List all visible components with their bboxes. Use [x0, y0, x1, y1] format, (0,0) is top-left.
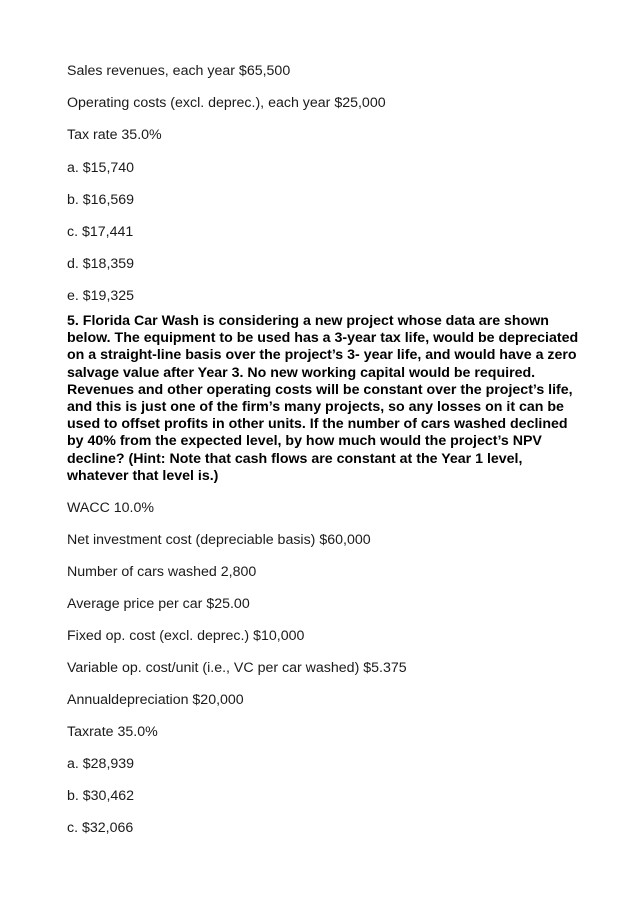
answer-option-c-2: c. $32,066: [67, 820, 134, 836]
operating-costs-line: Operating costs (excl. deprec.), each year $25,000: [67, 95, 386, 111]
sales-revenues-line: Sales revenues, each year $65,500: [67, 63, 291, 79]
annual-depreciation-line: Annualdepreciation $20,000: [67, 692, 244, 708]
net-investment-line: Net investment cost (depreciable basis) $60,000: [67, 532, 371, 548]
average-price-line: Average price per car $25.00: [67, 596, 250, 612]
cars-washed-line: Number of cars washed 2,800: [67, 564, 257, 580]
question-line: decline? (Hint: Note that cash flows are constant at the Year 1 level,: [67, 450, 523, 467]
answer-option-a: a. $15,740: [67, 160, 135, 176]
question-line: whatever that level is.): [67, 467, 219, 484]
question-line: used to offset profits in other units. If the number of cars washed declined: [67, 416, 568, 433]
question-line: salvage value after Year 3. No new working capital would be required.: [67, 364, 536, 381]
question-line: Revenues and other operating costs will be constant over the project’s life,: [67, 381, 573, 398]
question-line: and this is just one of the firm’s many projects, so any losses on it can be: [67, 399, 564, 416]
taxrate-line: Taxrate 35.0%: [67, 724, 158, 740]
answer-option-b: b. $16,569: [67, 192, 135, 208]
tax-rate-line: Tax rate 35.0%: [67, 127, 162, 143]
fixed-cost-line: Fixed op. cost (excl. deprec.) $10,000: [67, 628, 305, 644]
question-line: below. The equipment to be used has a 3-year tax life, would be depreciated: [67, 330, 579, 347]
answer-option-e: e. $19,325: [67, 288, 135, 304]
answer-option-b-2: b. $30,462: [67, 788, 135, 804]
answer-option-a-2: a. $28,939: [67, 756, 135, 772]
wacc-line: WACC 10.0%: [67, 500, 154, 516]
question-line: 5. Florida Car Wash is considering a new project whose data are shown: [67, 313, 549, 329]
answer-option-d: d. $18,359: [67, 256, 135, 272]
answer-option-c: c. $17,441: [67, 224, 134, 240]
question-5-text: [67, 313, 579, 485]
variable-cost-line: Variable op. cost/unit (i.e., VC per car washed) $5.375: [67, 660, 407, 676]
question-line: on a straight-line basis over the project’s 3- year life, and would have a zero: [67, 347, 577, 364]
question-line: by 40% from the expected level, by how much would the project’s NPV: [67, 433, 542, 450]
